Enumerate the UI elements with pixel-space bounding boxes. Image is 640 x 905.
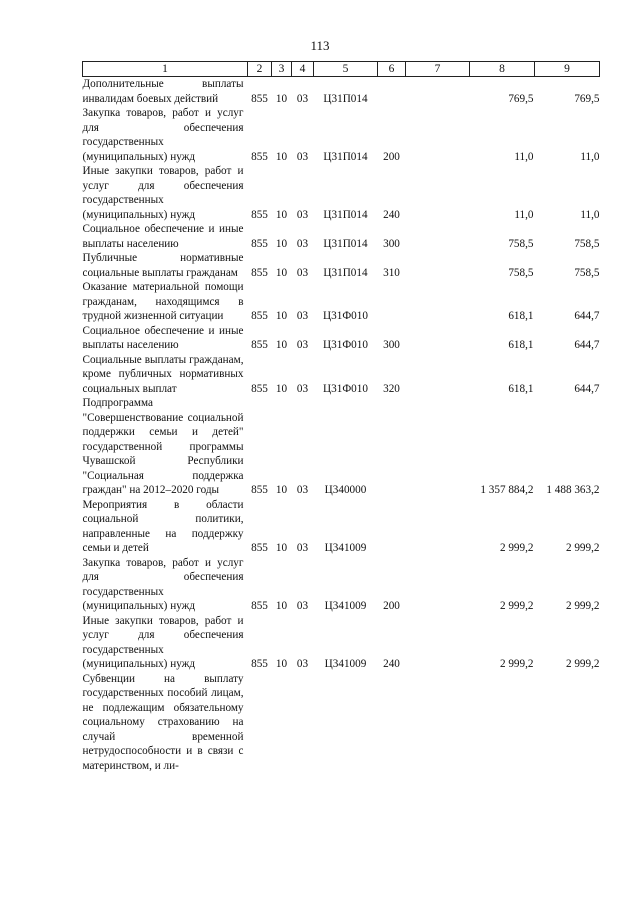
row-amount-9: 644,7	[574, 310, 600, 322]
row-ministry-code: 855	[251, 237, 268, 250]
row-name: Закупка товаров, работ и услуг для обеспечения государственных (муниципальных) нужд	[82, 556, 244, 612]
row-ministry-code	[248, 672, 272, 774]
row-subsection: 03	[296, 382, 309, 395]
row-name: Социальные выплаты гражданам, кроме публичных нормативных социальных выплат	[82, 353, 244, 395]
row-col7	[406, 280, 470, 324]
row-subsection: 03	[296, 600, 309, 612]
row-ministry-code: 855	[251, 266, 268, 279]
row-ministry-code: 855	[251, 92, 268, 105]
row-amount-8: 2 999,2	[499, 600, 534, 612]
row-subsection: 03	[296, 658, 309, 670]
row-amount-8: 11,0	[514, 208, 534, 221]
row-section: 10	[275, 339, 288, 351]
row-amount-9: 2 999,2	[565, 658, 600, 670]
row-ministry-code: 855	[251, 542, 268, 554]
row-col7	[406, 164, 470, 222]
column-header: 4	[292, 62, 314, 77]
row-section: 10	[275, 382, 288, 395]
row-amount-8: 2 999,2	[499, 658, 534, 670]
row-ministry-code: 855	[251, 658, 268, 670]
row-section: 10	[275, 208, 288, 221]
row-amount-9: 11,0	[580, 150, 600, 163]
row-name: Иные закупки товаров, работ и услуг для обеспечения государственных (муниципальных) нужд	[82, 614, 244, 670]
row-target-code: Ц31Ф010	[323, 382, 368, 395]
row-amount-8: 618,1	[508, 339, 534, 351]
row-expense-type: 320	[383, 382, 400, 395]
row-amount-8: 769,5	[508, 92, 534, 105]
row-target-code: Ц341009	[324, 542, 367, 554]
row-col7	[406, 324, 470, 353]
budget-table	[82, 61, 600, 773]
row-col7	[406, 222, 470, 251]
row-ministry-code: 855	[251, 310, 268, 322]
row-amount-9: 769,5	[574, 92, 600, 105]
row-section: 10	[275, 92, 288, 105]
table-row	[83, 353, 600, 397]
row-amount-9: 2 999,2	[565, 542, 600, 554]
table-row	[83, 556, 600, 614]
row-amount-8: 618,1	[508, 310, 534, 322]
table-row	[83, 164, 600, 222]
table-row	[83, 77, 600, 107]
row-section: 10	[275, 600, 288, 612]
row-amount-9: 1 488 363,2	[546, 484, 600, 496]
table-row	[83, 251, 600, 280]
row-ministry-code: 855	[251, 600, 268, 612]
row-ministry-code: 855	[251, 208, 268, 221]
row-expense-type	[378, 396, 406, 498]
row-col7	[406, 251, 470, 280]
table-row	[83, 672, 600, 774]
row-expense-type	[378, 672, 406, 774]
row-section	[272, 672, 292, 774]
row-target-code: Ц31Ф010	[323, 310, 368, 322]
table-row	[83, 324, 600, 353]
row-name: Социальное обеспечение и иные выплаты населению	[82, 223, 244, 250]
row-section: 10	[275, 266, 288, 279]
row-name: Мероприятия в области социальной политики, направленные на поддержку семьи и детей	[82, 498, 244, 554]
column-header: 1	[83, 62, 248, 77]
row-target-code	[314, 672, 378, 774]
column-header: 3	[272, 62, 292, 77]
row-section: 10	[275, 658, 288, 670]
page-number: 113	[310, 38, 330, 53]
row-section: 10	[275, 310, 288, 322]
row-expense-type: 240	[383, 208, 400, 221]
row-ministry-code: 855	[251, 484, 268, 496]
row-amount-8: 11,0	[514, 150, 534, 163]
row-expense-type: 200	[383, 150, 400, 163]
row-target-code: Ц31П014	[323, 237, 368, 250]
row-name: Субвенции на выплату государственных пособий лицам, не подлежащим обязательному социальному страхованию на случай временной нетрудоспособности и в связи с материнством, и ли-	[82, 672, 244, 772]
table-row	[83, 614, 600, 672]
row-amount-8	[470, 672, 535, 774]
row-name: Иные закупки товаров, работ и услуг для обеспечения государственных (муниципальных) нужд	[82, 165, 244, 221]
row-amount-8: 2 999,2	[499, 542, 534, 554]
row-col7	[406, 556, 470, 614]
row-target-code: Ц31П014	[323, 92, 368, 105]
row-col7	[406, 498, 470, 556]
column-header: 6	[378, 62, 406, 77]
column-header: 9	[535, 62, 600, 77]
row-name: Публичные нормативные социальные выплаты гражданам	[82, 252, 244, 279]
row-name: Оказание материальной помощи гражданам, находящимся в трудной жизненной ситуации	[82, 281, 244, 322]
row-col7	[406, 353, 470, 397]
row-expense-type: 300	[383, 339, 400, 351]
column-header: 8	[470, 62, 535, 77]
row-section: 10	[275, 150, 288, 163]
row-expense-type: 200	[383, 600, 400, 612]
row-col7	[406, 672, 470, 774]
row-expense-type: 240	[383, 658, 400, 670]
row-ministry-code: 855	[251, 150, 268, 163]
row-section: 10	[275, 484, 288, 496]
row-expense-type	[378, 498, 406, 556]
row-amount-8: 758,5	[508, 237, 534, 250]
column-header: 2	[248, 62, 272, 77]
table-row	[83, 106, 600, 164]
row-subsection: 03	[296, 339, 309, 351]
row-subsection: 03	[296, 237, 309, 250]
table-row	[83, 222, 600, 251]
row-col7	[406, 396, 470, 498]
row-subsection: 03	[296, 484, 309, 496]
row-amount-9: 11,0	[580, 208, 600, 221]
row-ministry-code: 855	[251, 339, 268, 351]
row-target-code: Ц31П014	[323, 266, 368, 279]
row-expense-type: 300	[383, 237, 400, 250]
row-amount-9: 758,5	[574, 237, 600, 250]
row-name: Подпрограмма "Совершенствование социальной поддержки семьи и детей" государственной программы Чувашской Республики "Социальная поддержка граждан" на 2012–2020 годы	[82, 397, 244, 496]
row-expense-type: 310	[383, 266, 400, 279]
row-amount-8: 618,1	[508, 382, 534, 395]
row-amount-9: 2 999,2	[565, 600, 600, 612]
row-target-code: Ц31Ф010	[323, 339, 368, 351]
row-section: 10	[275, 542, 288, 554]
row-target-code: Ц341009	[324, 600, 367, 612]
header-row	[83, 62, 600, 77]
row-name: Дополнительные выплаты инвалидам боевых действий	[82, 78, 244, 105]
column-header: 7	[406, 62, 470, 77]
row-subsection	[292, 672, 314, 774]
row-subsection: 03	[296, 266, 309, 279]
row-col7	[406, 106, 470, 164]
column-header: 5	[314, 62, 378, 77]
table-row	[83, 396, 600, 498]
row-expense-type	[378, 77, 406, 107]
row-amount-9: 758,5	[574, 266, 600, 279]
row-subsection: 03	[296, 542, 309, 554]
row-subsection: 03	[296, 150, 309, 163]
row-target-code: Ц340000	[324, 484, 367, 496]
row-subsection: 03	[296, 92, 309, 105]
row-col7	[406, 77, 470, 107]
row-col7	[406, 614, 470, 672]
row-subsection: 03	[296, 310, 309, 322]
row-target-code: Ц31П014	[323, 208, 368, 221]
row-section: 10	[275, 237, 288, 250]
row-target-code: Ц31П014	[323, 150, 368, 163]
row-amount-8: 758,5	[508, 266, 534, 279]
table-row	[83, 280, 600, 324]
row-amount-9	[535, 672, 600, 774]
row-target-code: Ц341009	[324, 658, 367, 670]
row-ministry-code: 855	[251, 382, 268, 395]
row-amount-9: 644,7	[574, 339, 600, 351]
row-name: Социальное обеспечение и иные выплаты населению	[82, 324, 244, 351]
row-amount-9: 644,7	[574, 382, 600, 395]
row-subsection: 03	[296, 208, 309, 221]
row-amount-8: 1 357 884,2	[480, 484, 534, 496]
table-row	[83, 498, 600, 556]
row-expense-type	[378, 280, 406, 324]
row-name: Закупка товаров, работ и услуг для обеспечения государственных (муниципальных) нужд	[82, 107, 244, 163]
